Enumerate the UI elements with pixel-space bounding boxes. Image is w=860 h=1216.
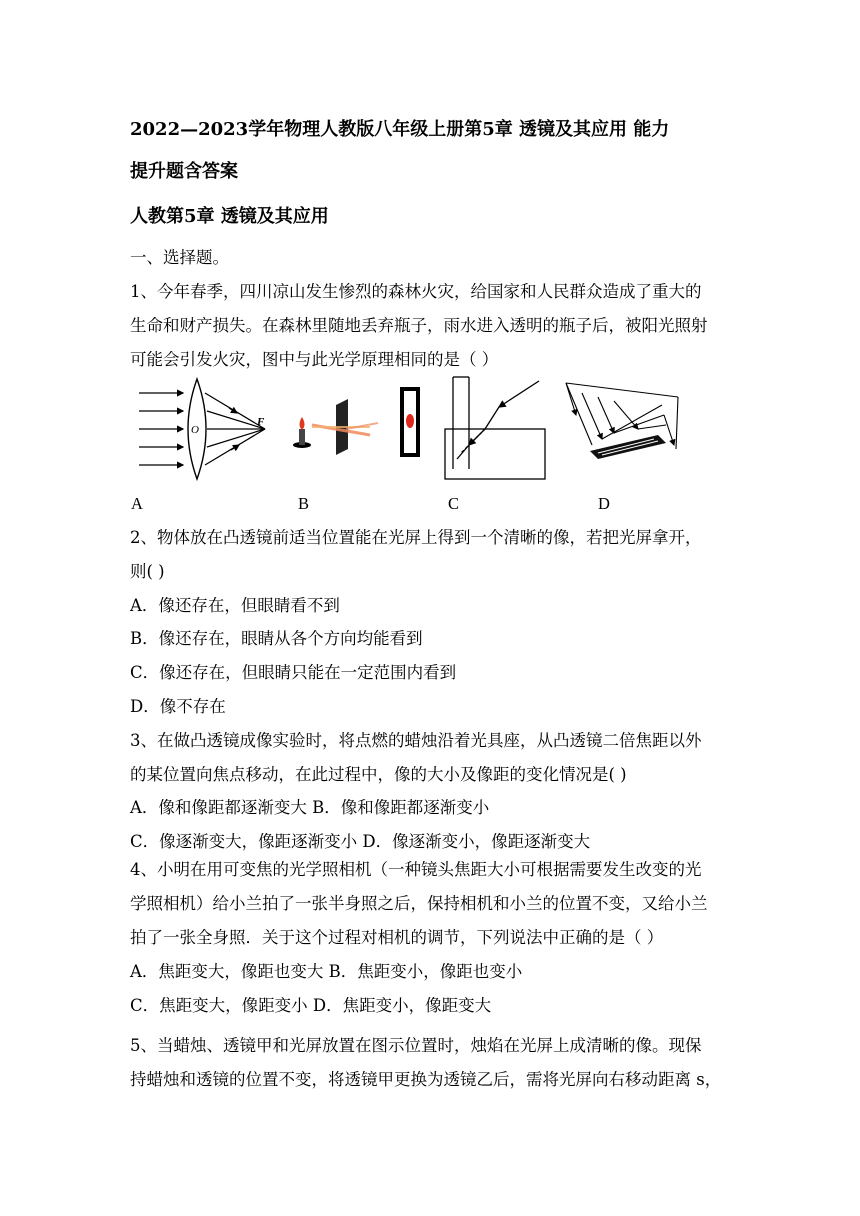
figure-c-refraction bbox=[441, 375, 551, 483]
q1-text-line-1: 1、今年春季，四川凉山发生惨烈的森林火灾，给国家和人民群众造成了重大的 bbox=[130, 282, 702, 301]
q4-options-row-1: A．焦距变大，像距也变大 B．焦距变小，像距也变小 bbox=[130, 962, 523, 981]
q3-options-row-1: A．像和像距都逐渐变大 B．像和像距都逐渐变小 bbox=[130, 798, 490, 817]
q2-option-b: B．像还存在，眼睛从各个方向均能看到 bbox=[130, 629, 423, 648]
q5-text-line-1: 5、当蜡烛、透镜甲和光屏放置在图示位置时，烛焰在光屏上成清晰的像。现保 bbox=[130, 1036, 702, 1055]
q4-text-line-1: 4、小明在用可变焦的光学照相机（一种镜头焦距大小可根据需要发生改变的光 bbox=[130, 860, 702, 879]
focal-point-label: F bbox=[257, 416, 265, 428]
q3-text-line-2: 的某位置向焦点移动，在此过程中，像的大小及像距的变化情况是( ) bbox=[130, 765, 627, 784]
q3-options-row-2: C．像逐渐变大，像距逐渐变小 D．像逐渐变小，像距逐渐变大 bbox=[130, 832, 591, 851]
figure-label-a: A bbox=[131, 494, 143, 513]
lens-center-label: O bbox=[191, 424, 199, 436]
figure-a-convex-lens bbox=[133, 375, 275, 483]
document-title-line-1: 2022—2023学年物理人教版八年级上册第5章 透镜及其应用 能力 bbox=[130, 119, 670, 140]
q4-text-line-3: 拍了一张全身照．关于这个过程对相机的调节，下列说法中正确的是（ ） bbox=[130, 928, 664, 947]
section-heading: 一、选择题。 bbox=[130, 248, 229, 267]
q2-option-a: A．像还存在，但眼睛看不到 bbox=[130, 596, 340, 615]
q1-text-line-3: 可能会引发火灾，图中与此光学原理相同的是（ ） bbox=[130, 350, 499, 369]
q3-text-line-1: 3、在做凸透镜成像实验时，将点燃的蜡烛沿着光具座，从凸透镜二倍焦距以外 bbox=[130, 731, 702, 750]
q2-text-line-1: 2、物体放在凸透镜前适当位置能在光屏上得到一个清晰的像，若把光屏拿开， bbox=[130, 528, 702, 547]
chapter-heading: 人教第5章 透镜及其应用 bbox=[130, 206, 329, 227]
q2-text-line-2: 则( ) bbox=[130, 562, 165, 581]
figure-label-b: B bbox=[298, 494, 310, 513]
figure-label-d: D bbox=[598, 494, 610, 513]
figure-label-c: C bbox=[448, 494, 460, 513]
q4-text-line-2: 学照相机）给小兰拍了一张半身照之后，保持相机和小兰的位置不变，又给小兰 bbox=[130, 894, 708, 913]
q5-text-line-2: 持蜡烛和透镜的位置不变，将透镜甲更换为透镜乙后，需将光屏向右移动距离 s， bbox=[130, 1070, 722, 1089]
q1-text-line-2: 生命和财产损失。在森林里随地丢弃瓶子，雨水进入透明的瓶子后，被阳光照射 bbox=[130, 316, 708, 335]
q2-option-c: C．像还存在，但眼睛只能在一定范围内看到 bbox=[130, 663, 457, 682]
q4-options-row-2: C．焦距变大，像距变小 D．焦距变小，像距变大 bbox=[130, 996, 492, 1015]
document-title-line-2: 提升题含答案 bbox=[130, 161, 238, 182]
q2-option-d: D．像不存在 bbox=[130, 697, 226, 716]
figure-b-pinhole bbox=[290, 375, 430, 483]
figure-d-reflection bbox=[562, 375, 684, 483]
